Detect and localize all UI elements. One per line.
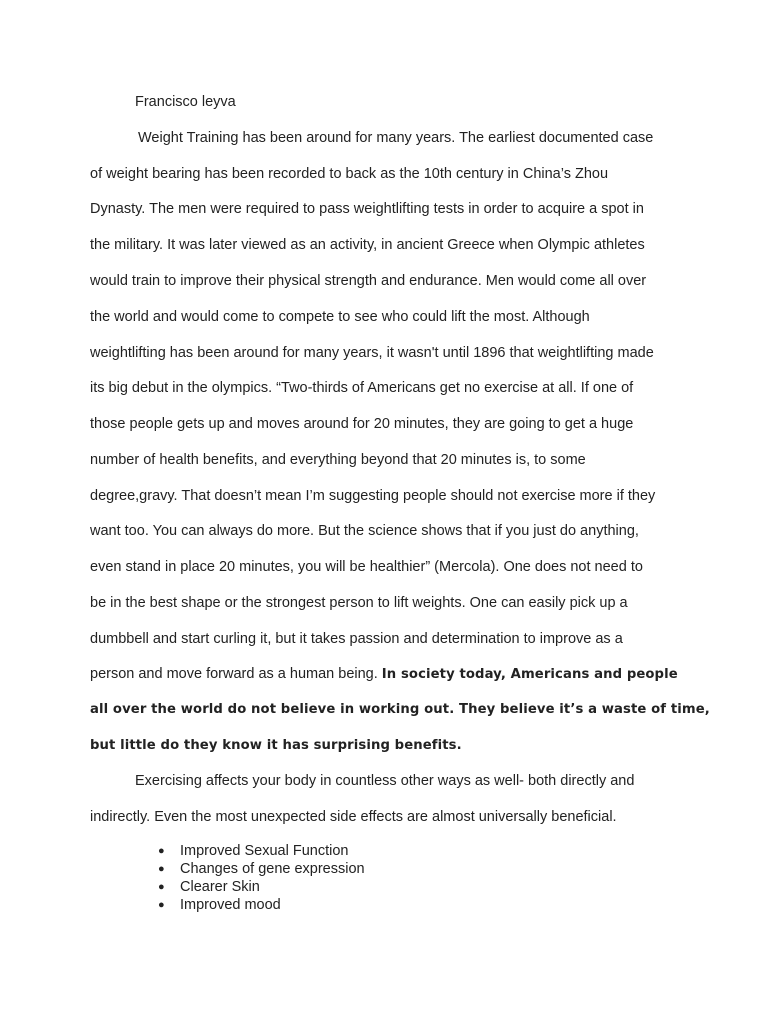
paragraph-line-mixed [90, 665, 678, 684]
paragraph-line: even stand in place 20 minutes, you will be healthier” (Mercola). One does not need to [90, 559, 643, 575]
author-name: Francisco leyva [135, 94, 236, 110]
paragraph-line: would train to improve their physical strength and endurance. Men would come all over [90, 273, 647, 289]
bold-thesis-line: but little do they know it has surprising benefits. [90, 738, 462, 753]
paragraph-line: number of health benefits, and everything beyond that 20 minutes is, to some [90, 452, 586, 468]
paragraph-line: Weight Training has been around for many years. The earliest documented case [138, 130, 654, 146]
bullet-icon: ● [158, 899, 165, 911]
list-item [158, 860, 365, 878]
paragraph-line: indirectly. Even the most unexpected side effects are almost universally beneficial. [90, 809, 617, 825]
paragraph-line: Exercising affects your body in countless other ways as well- both directly and [135, 773, 635, 789]
list-item [158, 842, 365, 860]
paragraph-line: weightlifting has been around for many years, it wasn't until 1896 that weightlifting made [90, 345, 654, 361]
paragraph-line: degree,gravy. That doesn’t mean I’m suggesting people should not exercise more if they [90, 488, 656, 504]
list-item-label: Improved Sexual Function [180, 843, 349, 859]
list-item [158, 896, 365, 914]
paragraph-text: person and move forward as a human being. [90, 666, 382, 682]
paragraph-line: want too. You can always do more. But the science shows that if you just do anything, [90, 523, 639, 539]
bold-thesis-line: all over the world do not believe in working out. They believe it’s a waste of time, [90, 702, 710, 717]
paragraph-line: of weight bearing has been recorded to back as the 10th century in China’s Zhou [90, 166, 609, 182]
paragraph-line: the world and would come to compete to see who could lift the most. Although [90, 309, 590, 325]
paragraph-line: its big debut in the olympics. “Two-thirds of Americans get no exercise at all. If one of [90, 380, 634, 396]
bullet-icon: ● [158, 845, 165, 857]
paragraph-line: the military. It was later viewed as an activity, in ancient Greece when Olympic athletes [90, 237, 645, 253]
paragraph-line: be in the best shape or the strongest person to lift weights. One can easily pick up a [90, 595, 628, 611]
paragraph-line: those people gets up and moves around for 20 minutes, they are going to get a huge [90, 416, 634, 432]
list-item-label: Changes of gene expression [180, 861, 365, 877]
benefits-list [158, 842, 365, 914]
list-item-label: Clearer Skin [180, 879, 260, 895]
paragraph-line: dumbbell and start curling it, but it takes passion and determination to improve as a [90, 631, 623, 647]
list-item-label: Improved mood [180, 897, 281, 913]
list-item [158, 878, 365, 896]
bullet-icon: ● [158, 881, 165, 893]
bold-thesis-text: In society today, Americans and people [381, 667, 678, 682]
bullet-icon: ● [158, 863, 165, 875]
paragraph-line: Dynasty. The men were required to pass weightlifting tests in order to acquire a spot in [90, 201, 644, 217]
